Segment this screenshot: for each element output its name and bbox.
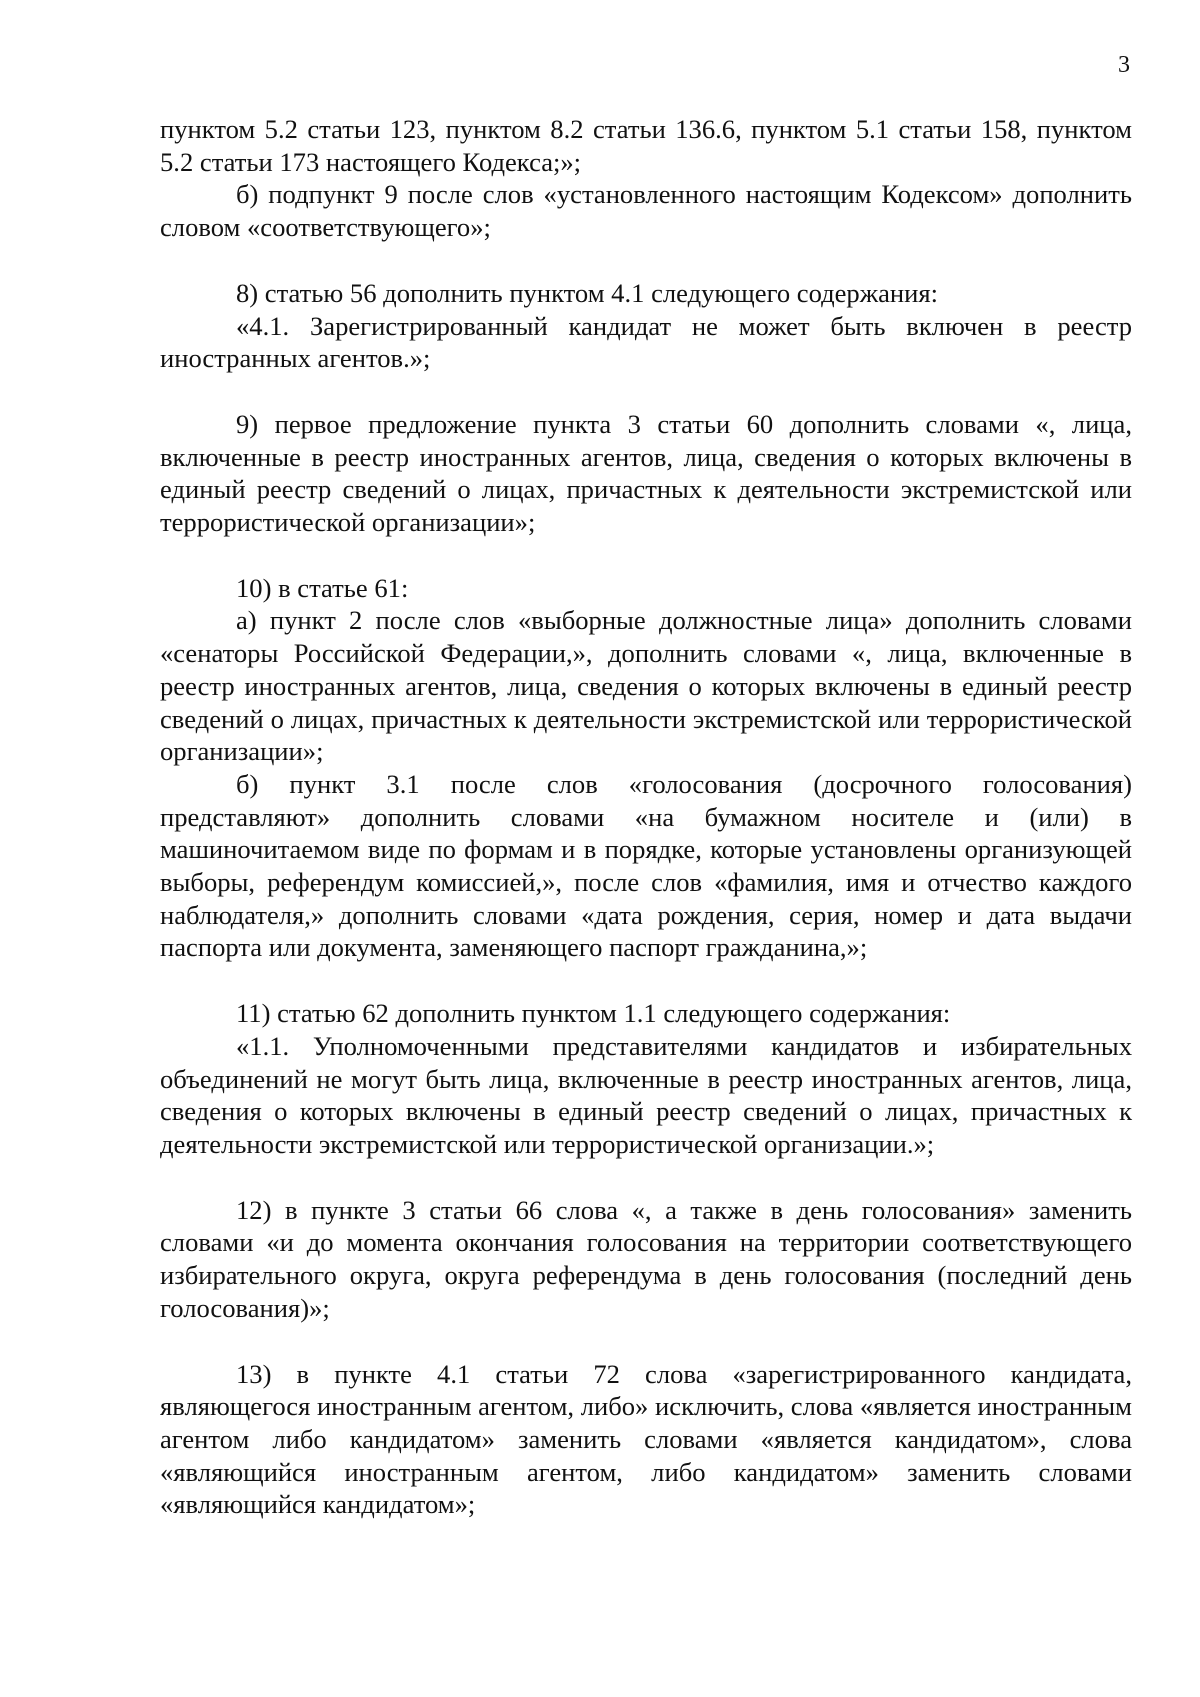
paragraph-item-9: 9) первое предложение пункта 3 статьи 60 дополнить словами «, лица, включенные в реестр иностранных агентов, лица, сведения о которых включены в единый реестр сведений о лицах, причастных к деятельности экстремистской или террористической организации»; [160,408,1132,538]
paragraph-item-10-b: б) пункт 3.1 после слов «голосования (досрочного голосования) представляют» дополнить словами «на бумажном носителе и (или) в машиночитаемом виде по формам и в порядке, которые установлены организующей выборы, референдум комиссией,», после слов «фамилия, имя и отчество каждого наблюдателя,» дополнить словами «дата рождения, серия, номер и дата выдачи паспорта или документа, заменяющего паспорт гражданина,»; [160,768,1132,963]
paragraph-item-11: 11) статью 62 дополнить пунктом 1.1 следующего содержания: [236,998,951,1029]
paragraph-gap [160,1161,1132,1194]
paragraph-gap [160,1325,1132,1358]
paragraph-item-8-content: «4.1. Зарегистрированный кандидат не может быть включен в реестр иностранных агентов.»; [160,310,1132,374]
paragraph-gap [160,539,1132,572]
paragraph-item-10: 10) в статье 61: [236,572,409,603]
paragraph-continuation: пунктом 5.2 статьи 123, пунктом 8.2 статьи 136.6, пунктом 5.1 статьи 158, пунктом 5.2 статьи 173 настоящего Кодекса;»; [160,114,1132,177]
page-number: 3 [1118,52,1130,78]
paragraph-item-13: 13) в пункте 4.1 статьи 72 слова «зарегистрированного кандидата, являющегося иностранным агентом, либо» исключить, слова «является иностранным агентом либо кандидатом» заменить словами «является кандидатом», слова «являющийся иностранным агентом, либо кандидатом» заменить словами «являющийся кандидатом»; [160,1358,1132,1520]
document-body [160,113,1132,1521]
paragraph-gap [160,964,1132,997]
paragraph-item-8: 8) статью 56 дополнить пунктом 4.1 следующего содержания: [236,277,938,308]
paragraph-subitem-b-9: б) подпункт 9 после слов «установленного настоящим Кодексом» дополнить словом «соответствующего»; [160,179,1132,243]
paragraph-gap [160,375,1132,408]
paragraph-item-10-a: а) пункт 2 после слов «выборные должностные лица» дополнить словами «сенаторы Российской Федерации,», дополнить словами «, лица, включенные в реестр иностранных агентов, лица, сведения о которых включены в единый реестр сведений о лицах, причастных к деятельности экстремистской или террористической организации»; [160,605,1132,767]
paragraph-item-11-content: «1.1. Уполномоченными представителями кандидатов и избирательных объединений не могут быть лица, включенные в реестр иностранных агентов, лица, сведения о которых включены в единый реестр сведений о лицах, причастных к деятельности экстремистской или террористической организации.»; [160,1030,1132,1159]
paragraph-gap [160,244,1132,277]
paragraph-item-12: 12) в пункте 3 статьи 66 слова «, а также в день голосования» заменить словами «и до момента окончания голосования на территории соответствующего избирательного округа, округа референдума в день голосования (последний день голосования)»; [160,1194,1132,1323]
